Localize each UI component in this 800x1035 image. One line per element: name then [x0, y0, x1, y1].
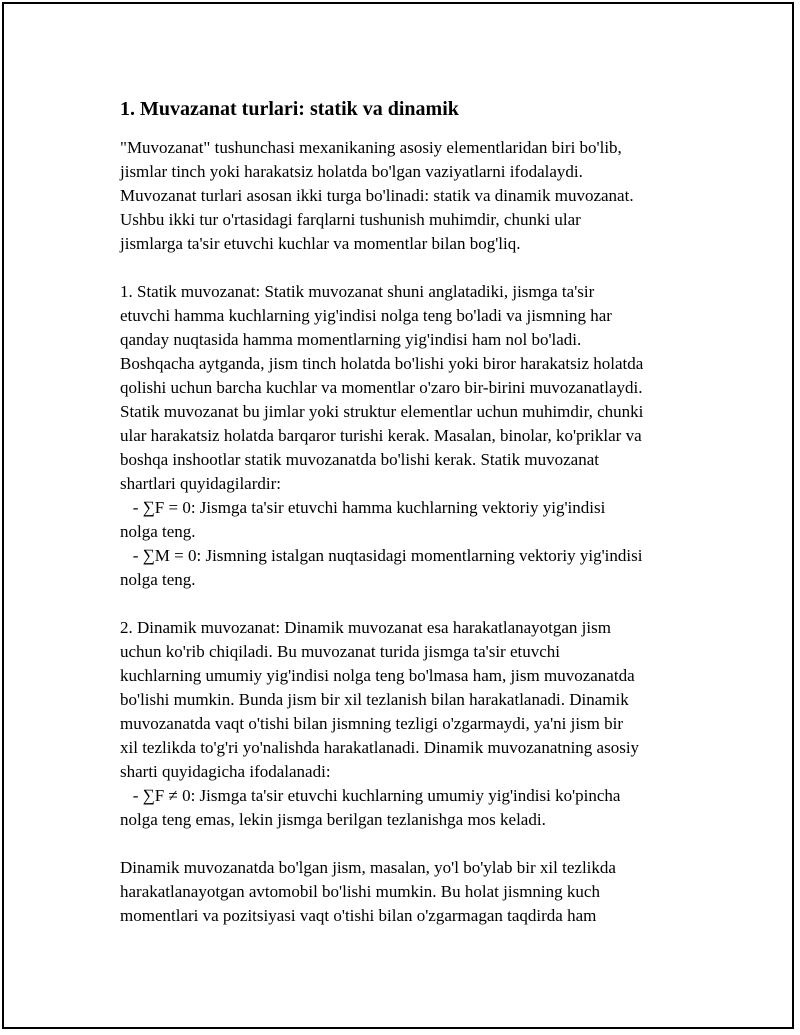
- paragraph-gap: [120, 832, 700, 856]
- paragraph-dynamic-equilibrium: 2. Dinamik muvozanat: Dinamik muvozanat esa harakatlanayotgan jism uchun ko'rib chiqiladi. Bu muvozanat turida jismga ta'sir etuvchi kuchlarning umumiy yig'indisi nolga teng bo'lmasa ham, jism muvozanatda bo'lishi mumkin. Bunda jism bir xil tezlanish bilan harakatlanadi. Dinamik muvozanatda vaqt o'tishi bilan jismning tezligi o'zgarmaydi, ya'ni jism bir xil tezlikda to'g'ri yo'nalishda harakatlanadi. Dinamik muvozanatning asosiy sharti quyidagicha ifodalanadi: - ∑F ≠ 0: Jismga ta'sir etuvchi kuchlarning umumiy yig'indisi ko'pincha nolga teng emas, lekin jismga berilgan tezlanishga mos keladi.: [120, 618, 640, 829]
- paragraph-gap: [120, 256, 700, 280]
- page-frame: [2, 2, 794, 1029]
- section-heading: 1. Muvazanat turlari: statik va dinamik: [120, 98, 459, 120]
- document-body: [120, 96, 700, 928]
- paragraph-intro: "Muvozanat" tushunchasi mexanikaning asosiy elementlaridan biri bo'lib, jismlar tinch yoki harakatsiz holatda bo'lgan vaziyatlarni ifodalaydi. Muvozanat turlari asosan ikki turga bo'linadi: statik va dinamik muvozanat. Ushbu ikki tur o'rtasidagi farqlarni tushunish muhimdir, chunki ular jismlarga ta'sir etuvchi kuchlar va momentlar bilan bog'liq.: [120, 138, 634, 253]
- paragraph-dynamic-example: Dinamik muvozanatda bo'lgan jism, masalan, yo'l bo'ylab bir xil tezlikda harakatlanayotgan avtomobil bo'lishi mumkin. Bu holat jismning kuch momentlari va pozitsiyasi vaqt o'tishi bilan o'zgarmagan taqdirda ham: [120, 858, 616, 925]
- paragraph-gap: [120, 592, 700, 616]
- paragraph-static-equilibrium: 1. Statik muvozanat: Statik muvozanat shuni anglatadiki, jismga ta'sir etuvchi hamma kuchlarning yig'indisi nolga teng bo'ladi va jismning har qanday nuqtasida hamma momentlarning yig'indisi ham nol bo'ladi. Boshqacha aytganda, jism tinch holatda bo'lishi yoki biror harakatsiz holatda qolishi uchun barcha kuchlar va momentlar o'zaro bir-birini muvozanatlaydi. Statik muvozanat bu jimlar yoki struktur elementlar uchun muhimdir, chunki ular harakatsiz holatda barqaror turishi kerak. Masalan, binolar, ko'priklar va boshqa inshootlar statik muvozanatda bo'lishi kerak. Statik muvozanat shartlari quyidagilardir: - ∑F = 0: Jismga ta'sir etuvchi hamma kuchlarning vektoriy yig'indisi nolga teng. - ∑M = 0: Jismning istalgan nuqtasidagi momentlarning vektoriy yig'indisi nolga teng.: [120, 282, 644, 589]
